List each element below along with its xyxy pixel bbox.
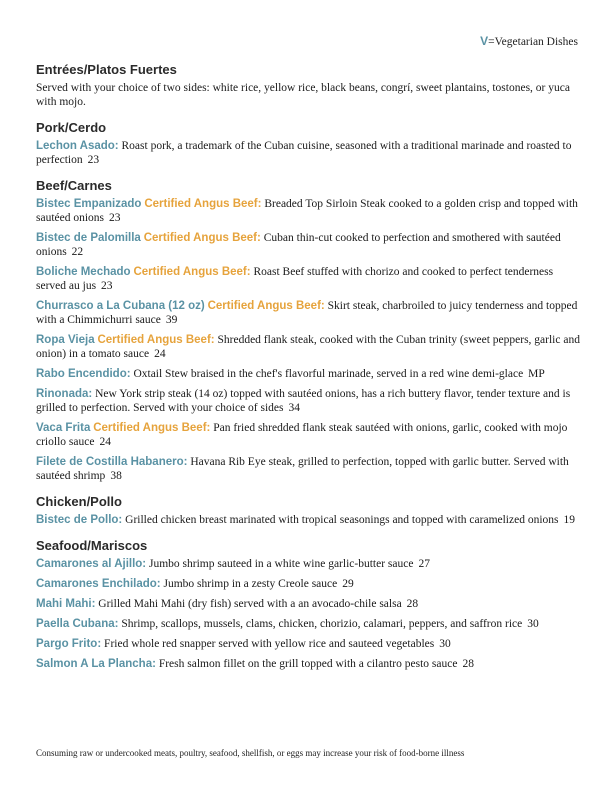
dish-description: Fresh salmon fillet on the grill topped with a cilantro pesto sauce (158, 658, 458, 670)
dish-name: Boliche Mechado (36, 266, 131, 278)
dish-name: Camarones Enchilado: (36, 578, 161, 590)
dish-price: 24 (99, 436, 111, 448)
dish-price: MP (528, 368, 545, 380)
dish-description: Jumbo shrimp sauteed in a white wine garlic-butter sauce (149, 558, 414, 570)
dish-name: Bistec de Pollo: (36, 514, 123, 526)
dish-description: Jumbo shrimp in a zesty Creole sauce (163, 578, 338, 590)
dish-name: Vaca Frita (36, 422, 91, 434)
dish-price: 27 (418, 558, 430, 570)
dish-description: Shrimp, scallops, mussels, clams, chicken, chorizio, calamari, peppers, and saffron rice (121, 618, 523, 630)
dish-name: Mahi Mahi: (36, 598, 96, 610)
dish-description: Pan fried shredded flank steak sautéed with onions, garlic, cooked with mojo criollo sauce (36, 422, 568, 448)
menu-item (36, 231, 584, 259)
menu-section (36, 178, 584, 483)
dish-price: 28 (462, 658, 474, 670)
dish-name: Ropa Vieja (36, 334, 95, 346)
menu-item (36, 557, 584, 571)
menu-item (36, 367, 584, 381)
menu-item (36, 657, 584, 671)
dish-price: 23 (101, 280, 113, 292)
certified-angus-label: Certified Angus Beef: (133, 266, 251, 278)
dish-price: 34 (288, 402, 300, 414)
dish-name: Lechon Asado: (36, 140, 119, 152)
vegetarian-legend (480, 34, 578, 48)
dish-name: Churrasco a La Cubana (12 oz) (36, 300, 205, 312)
menu-item (36, 617, 584, 631)
section-title: Chicken/Pollo (36, 494, 122, 509)
dish-price: 24 (154, 348, 166, 360)
menu-content (36, 62, 584, 682)
dish-description: Havana Rib Eye steak, grilled to perfection, topped with garlic butter. Served with sautéed shrimp (36, 456, 569, 482)
dish-price: 39 (165, 314, 178, 326)
menu-item (36, 387, 584, 415)
dish-price: 22 (71, 246, 84, 258)
dish-description: Oxtail Stew braised in the chef's flavorful marinade, served in a red wine demi-glace (133, 368, 524, 380)
section-title: Seafood/Mariscos (36, 538, 148, 553)
dish-description: Breaded Top Sirloin Steak cooked to a golden crisp and topped with sautéed onions (36, 198, 578, 224)
dish-description: Shredded flank steak, cooked with the Cuban trinity (sweet peppers, garlic and onion) in a tomato sauce (36, 334, 580, 360)
certified-angus-label: Certified Angus Beef: (93, 422, 211, 434)
dish-price: 29 (342, 578, 354, 590)
menu-item (36, 513, 584, 527)
menu-section (36, 538, 584, 671)
dish-price: 30 (527, 618, 539, 630)
dish-description: Fried whole red snapper served with yellow rice and sauteed vegetables (104, 638, 435, 650)
dish-description: Grilled Mahi Mahi (dry fish) served with a an avocado-chile salsa (98, 598, 402, 610)
dish-name: Pargo Frito: (36, 638, 102, 650)
vegetarian-legend-text: =Vegetarian Dishes (488, 36, 578, 48)
menu-item (36, 455, 584, 483)
menu-sections (36, 120, 584, 671)
menu-item (36, 637, 584, 651)
menu-section (36, 120, 584, 167)
page-title: Entrées/Platos Fuertes (36, 62, 177, 77)
dish-description: Cuban thin-cut cooked to perfection and smothered with sautéed onions (36, 232, 561, 258)
dish-name: Bistec Empanizado (36, 198, 142, 210)
vegetarian-mark: V (480, 34, 489, 48)
certified-angus-label: Certified Angus Beef: (144, 198, 262, 210)
entrees-intro (36, 62, 584, 109)
section-title: Beef/Carnes (36, 178, 112, 193)
dish-description: New York strip steak (14 oz) topped with sautéed onions, has a rich buttery flavor, tender texture and is grilled to perfection. Served with your choice of sides (36, 388, 571, 414)
menu-item (36, 333, 584, 361)
dish-price: 19 (563, 514, 576, 526)
food-safety-disclaimer: Consuming raw or undercooked meats, poultry, seafood, shellfish, or eggs may increase your risk of food-borne illness (36, 748, 465, 758)
dish-name: Rinonada: (36, 388, 93, 400)
menu-item (36, 577, 584, 591)
menu-item (36, 597, 584, 611)
dish-name: Salmon A La Plancha: (36, 658, 156, 670)
dish-price: 23 (87, 154, 100, 166)
dish-description: Grilled chicken breast marinated with tropical seasonings and topped with caramelized onions (125, 514, 559, 526)
dish-description: Roast pork, a trademark of the Cuban cuisine, seasoned with a traditional marinade and roasted to perfection (36, 140, 572, 166)
dish-price: 23 (109, 212, 121, 224)
certified-angus-label: Certified Angus Beef: (143, 232, 261, 244)
dish-price: 38 (110, 470, 122, 482)
dish-name: Bistec de Palomilla (36, 232, 141, 244)
menu-section (36, 494, 584, 527)
dish-name: Camarones al Ajillo: (36, 558, 147, 570)
menu-item (36, 197, 584, 225)
dish-name: Paella Cubana: (36, 618, 119, 630)
section-title: Pork/Cerdo (36, 120, 107, 135)
dish-name: Rabo Encendido: (36, 368, 131, 380)
dish-price: 30 (439, 638, 451, 650)
dish-description: Skirt steak, charbroiled to juicy tenderness and topped with a Chimmichurri sauce (36, 300, 578, 326)
dish-description: Roast Beef stuffed with chorizo and cooked to perfect tenderness served au jus (36, 266, 554, 292)
dish-price: 28 (406, 598, 419, 610)
menu-item (36, 139, 584, 167)
sides-note: Served with your choice of two sides: white rice, yellow rice, black beans, congrí, sweet plantains, tostones, or yuca with mojo. (36, 82, 570, 108)
certified-angus-label: Certified Angus Beef: (207, 300, 325, 312)
certified-angus-label: Certified Angus Beef: (97, 334, 215, 346)
menu-item (36, 299, 584, 327)
menu-item (36, 421, 584, 449)
menu-item (36, 265, 584, 293)
dish-name: Filete de Costilla Habanero: (36, 456, 188, 468)
